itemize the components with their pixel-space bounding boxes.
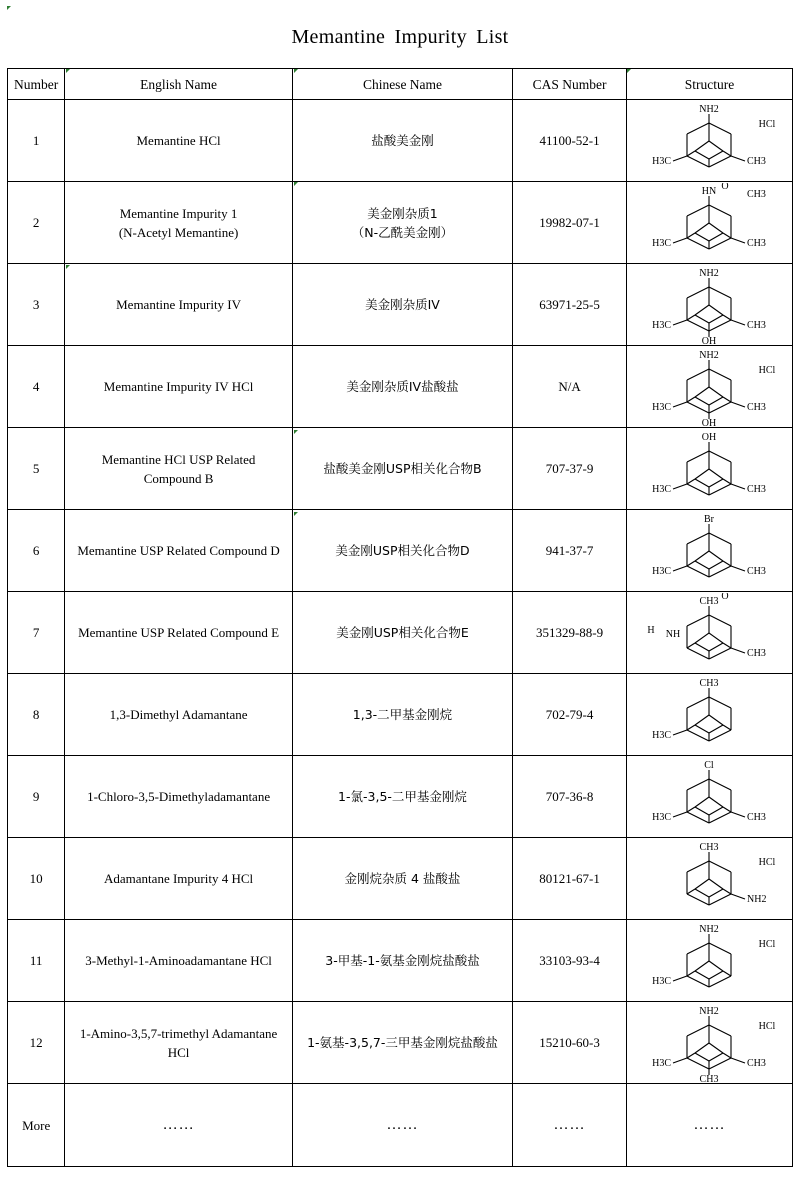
bond-line xyxy=(687,889,695,894)
english-name-cell xyxy=(65,838,292,920)
bond-line xyxy=(709,879,723,889)
bond-line xyxy=(687,315,695,320)
bond-line xyxy=(723,725,731,730)
table-header-row xyxy=(8,69,793,100)
bond-line xyxy=(687,233,695,238)
chinese-name-cell-line: 3-甲基-1-氨基金刚烷盐酸盐 xyxy=(325,953,480,968)
bond-line xyxy=(695,561,709,569)
bond-line xyxy=(673,402,687,407)
table-row xyxy=(8,674,793,756)
bond-line xyxy=(687,205,709,216)
structure-drawing xyxy=(629,675,789,755)
header-structure: Structure xyxy=(626,69,792,100)
english-name-cell-line: Adamantane Impurity 4 HCl xyxy=(104,871,254,886)
english-name-cell xyxy=(65,1002,292,1084)
english-name-cell-line: Memantine Impurity 1 xyxy=(119,205,238,221)
english-name-cell-line: 1,3-Dimethyl Adamantane xyxy=(109,707,248,722)
bond-line xyxy=(731,402,745,407)
english-name-cell xyxy=(65,756,292,838)
bond-line xyxy=(673,1058,687,1063)
bond-line xyxy=(673,566,687,571)
bond-line xyxy=(709,779,731,790)
cas-number-cell: 19982-07-1 xyxy=(513,182,627,264)
bond-line xyxy=(695,879,709,889)
bond-line xyxy=(687,643,695,648)
chinese-name-cell xyxy=(292,182,512,264)
substituent-right-label: CH3 xyxy=(747,483,767,495)
cell-marker xyxy=(7,6,11,10)
structure-cell xyxy=(626,920,792,1002)
structure-drawing xyxy=(629,1003,789,1083)
chinese-name-cell-line: 1-氨基-3,5,7-三甲基金刚烷盐酸盐 xyxy=(307,1035,498,1050)
header-english-name: English Name xyxy=(65,69,292,100)
english-name-cell-line: 1-Chloro-3,5-Dimethyladamantane xyxy=(87,789,271,804)
substituent-left-label: H3C xyxy=(652,811,672,823)
bond-line xyxy=(695,479,709,487)
bond-line xyxy=(695,889,709,897)
substituent-left-label: H3C xyxy=(652,1057,672,1069)
bond-line xyxy=(709,1025,731,1036)
table-row xyxy=(8,920,793,1002)
header-chinese-name: Chinese Name xyxy=(292,69,512,100)
structure-cell xyxy=(626,838,792,920)
english-name-cell-line: HCl xyxy=(167,1044,190,1060)
bond-line xyxy=(695,551,709,561)
bond-line xyxy=(731,812,745,817)
chinese-name-cell-line: （N-乙酰美金刚） xyxy=(351,224,454,240)
substituent-top-label: CH3 xyxy=(700,595,719,607)
english-name-cell xyxy=(65,100,292,182)
bond-line xyxy=(673,238,687,243)
bond-line xyxy=(695,633,709,643)
bond-line xyxy=(731,484,745,489)
bond-line xyxy=(687,779,709,790)
row-number: 5 xyxy=(8,428,65,510)
table-row xyxy=(8,1002,793,1084)
cas-number-cell: 33103-93-4 xyxy=(513,920,627,1002)
oxygen-label: O xyxy=(721,182,730,192)
english-name-cell xyxy=(65,920,292,1002)
bond-line xyxy=(673,484,687,489)
english-name-cell xyxy=(65,264,292,346)
english-name-cell xyxy=(65,1084,292,1167)
bond-line xyxy=(695,1053,709,1061)
chinese-name-cell xyxy=(292,428,512,510)
bond-line xyxy=(731,156,745,161)
chinese-name-cell-line: …… xyxy=(386,1116,419,1133)
bond-line xyxy=(687,123,709,134)
bond-line xyxy=(709,615,731,626)
substituent-bottom-label: OH xyxy=(702,335,717,345)
chinese-name-cell-line: 1-氯-3,5-二甲基金刚烷 xyxy=(338,789,467,804)
bond-line xyxy=(709,533,731,544)
substituent-right-label: CH3 xyxy=(747,401,767,413)
bond-line xyxy=(695,807,709,815)
chinese-name-cell xyxy=(292,510,512,592)
bond-line xyxy=(709,451,731,462)
substituent-top-label: HN xyxy=(702,185,717,197)
bond-line xyxy=(709,141,723,151)
english-name-cell-line: Memantine USP Related Compound D xyxy=(77,543,280,558)
bond-line xyxy=(695,797,709,807)
bond-line xyxy=(723,643,731,648)
chinese-name-cell xyxy=(292,920,512,1002)
bond-line xyxy=(709,369,731,380)
substituent-right-label: CH3 xyxy=(747,237,767,249)
hydrogen-label: H xyxy=(647,624,656,636)
substituent-top-label: CH3 xyxy=(700,677,719,689)
bond-line xyxy=(687,533,709,544)
chinese-name-cell xyxy=(292,592,512,674)
structure-cell xyxy=(626,674,792,756)
english-name-cell-line: 1-Amino-3,5,7-trimethyl Adamantane xyxy=(79,1025,278,1041)
salt-label: HCl xyxy=(759,118,776,130)
chinese-name-cell xyxy=(292,100,512,182)
bond-line xyxy=(695,315,709,323)
substituent-top-label: CH3 xyxy=(700,841,719,853)
bond-line xyxy=(709,943,731,954)
structure-cell xyxy=(626,592,792,674)
row-number: 1 xyxy=(8,100,65,182)
bond-line xyxy=(673,156,687,161)
substituent-top-label: Cl xyxy=(704,759,715,771)
impurity-table xyxy=(7,68,793,1167)
table-row xyxy=(8,264,793,346)
english-name-cell-line: Memantine HCl xyxy=(136,133,221,148)
bond-line xyxy=(723,479,731,484)
chinese-name-cell xyxy=(292,838,512,920)
bond-line xyxy=(723,889,731,894)
structure-cell xyxy=(626,346,792,428)
chinese-name-cell-line: 金刚烷杂质 4 盐酸盐 xyxy=(344,871,461,886)
salt-label: HCl xyxy=(759,938,776,950)
table-body xyxy=(8,100,793,1167)
bond-line xyxy=(731,566,745,571)
bond-line xyxy=(695,715,709,725)
structure-drawing xyxy=(629,593,789,673)
bond-line xyxy=(709,1043,723,1053)
bond-line xyxy=(709,561,723,569)
substituent-right-label: CH3 xyxy=(747,647,767,659)
bond-line xyxy=(695,961,709,971)
bond-line xyxy=(695,971,709,979)
bond-line xyxy=(709,469,723,479)
cas-number-cell: 15210-60-3 xyxy=(513,1002,627,1084)
chinese-name-cell-line: 美金刚杂质IV xyxy=(365,297,440,312)
bond-line xyxy=(687,287,709,298)
structure-cell xyxy=(626,264,792,346)
structure-cell xyxy=(626,182,792,264)
bond-line xyxy=(695,397,709,405)
bond-line xyxy=(723,151,731,156)
bond-line xyxy=(673,976,687,981)
bond-line xyxy=(723,315,731,320)
substituent-left-label: H3C xyxy=(652,237,672,249)
bond-line xyxy=(731,648,745,653)
salt-label: HCl xyxy=(759,1020,776,1032)
substituent-bottom-label: OH xyxy=(702,417,717,427)
substituent-top-label: Br xyxy=(704,513,715,525)
chinese-name-cell-line: 美金刚杂质1 xyxy=(367,205,438,221)
english-name-cell xyxy=(65,592,292,674)
bond-line xyxy=(709,305,723,315)
cell-marker xyxy=(627,69,631,73)
table-row xyxy=(8,756,793,838)
bond-line xyxy=(709,123,731,134)
cas-number-cell: N/A xyxy=(513,346,627,428)
bond-line xyxy=(709,889,723,897)
table-row xyxy=(8,100,793,182)
cas-number-cell: 707-36-8 xyxy=(513,756,627,838)
chinese-name-cell xyxy=(292,674,512,756)
salt-label: HCl xyxy=(759,364,776,376)
chinese-name-cell-line: 美金刚杂质IV盐酸盐 xyxy=(346,379,459,394)
english-name-cell xyxy=(65,510,292,592)
bond-line xyxy=(709,479,723,487)
bond-line xyxy=(687,943,709,954)
bond-line xyxy=(673,812,687,817)
table-row xyxy=(8,1084,793,1167)
structure-cell xyxy=(626,510,792,592)
cas-number-cell: …… xyxy=(513,1084,627,1167)
structure-cell xyxy=(626,1002,792,1084)
cell-marker xyxy=(66,69,70,73)
cas-number-cell: 941-37-7 xyxy=(513,510,627,592)
structure-drawing xyxy=(629,101,789,181)
bond-line xyxy=(709,697,731,708)
bond-line xyxy=(687,479,695,484)
bond-line xyxy=(687,561,695,566)
table-row xyxy=(8,838,793,920)
english-name-cell xyxy=(65,346,292,428)
bond-line xyxy=(731,1058,745,1063)
bond-line xyxy=(709,715,723,725)
substituent-right-label: CH3 xyxy=(747,1057,767,1069)
bond-line xyxy=(687,971,695,976)
bond-line xyxy=(723,233,731,238)
bond-line xyxy=(709,725,723,733)
bond-line xyxy=(731,238,745,243)
substituent-right-label: CH3 xyxy=(747,319,767,331)
bond-line xyxy=(695,141,709,151)
row-number: 12 xyxy=(8,1002,65,1084)
english-name-cell-line: Memantine Impurity IV HCl xyxy=(103,379,254,394)
row-number: 8 xyxy=(8,674,65,756)
bond-line xyxy=(723,561,731,566)
english-name-cell xyxy=(65,182,292,264)
bond-line xyxy=(687,697,709,708)
bond-line xyxy=(687,807,695,812)
bond-line xyxy=(687,451,709,462)
structure-drawing xyxy=(629,347,789,427)
substituent-top-label: NH2 xyxy=(699,349,720,361)
bond-line xyxy=(695,305,709,315)
chinese-name-cell-line: 美金刚USP相关化合物E xyxy=(336,625,469,640)
bond-line xyxy=(709,205,731,216)
table-row xyxy=(8,428,793,510)
row-number: 3 xyxy=(8,264,65,346)
english-name-cell-line: (N-Acetyl Memantine) xyxy=(118,224,239,240)
bond-line xyxy=(695,387,709,397)
row-number: 4 xyxy=(8,346,65,428)
bond-line xyxy=(695,233,709,241)
bond-line xyxy=(695,643,709,651)
bond-line xyxy=(709,315,723,323)
structure-drawing xyxy=(629,921,789,1001)
substituent-left-label: H3C xyxy=(652,975,672,987)
ellipsis-text: …… xyxy=(693,1117,726,1133)
bond-line xyxy=(731,894,745,899)
chinese-name-cell xyxy=(292,1002,512,1084)
substituent-top-label: NH2 xyxy=(699,267,720,279)
bond-line xyxy=(709,971,723,979)
chinese-name-cell-line: 1,3-二甲基金刚烷 xyxy=(352,707,453,722)
substituent-left-label: H3C xyxy=(652,483,672,495)
structure-drawing xyxy=(629,429,789,509)
structure-cell xyxy=(626,428,792,510)
english-name-cell-line: …… xyxy=(162,1116,195,1133)
substituent-left-label: H3C xyxy=(652,729,672,741)
bond-line xyxy=(687,1053,695,1058)
substituent-left-label: H3C xyxy=(652,401,672,413)
substituent-right-label: CH3 xyxy=(747,155,767,167)
bond-line xyxy=(709,223,723,233)
structure-drawing xyxy=(629,839,789,919)
chinese-name-cell-line: 盐酸美金刚 xyxy=(371,133,434,148)
bond-line xyxy=(695,223,709,233)
cas-number-cell: 41100-52-1 xyxy=(513,100,627,182)
structure-cell xyxy=(626,756,792,838)
row-number: 2 xyxy=(8,182,65,264)
bond-line xyxy=(673,730,687,735)
cas-number-cell: 702-79-4 xyxy=(513,674,627,756)
substituent-right-label: CH3 xyxy=(747,565,767,577)
bond-line xyxy=(709,287,731,298)
structure-cell xyxy=(626,100,792,182)
structure-drawing xyxy=(629,757,789,837)
substituent-right-label: NH2 xyxy=(747,893,767,905)
chinese-name-cell xyxy=(292,1084,512,1167)
row-number: 6 xyxy=(8,510,65,592)
cas-number-cell: 351329-88-9 xyxy=(513,592,627,674)
bond-line xyxy=(709,397,723,405)
bond-line xyxy=(695,469,709,479)
english-name-cell-line: Memantine Impurity IV xyxy=(116,297,242,312)
chinese-name-cell-line: 盐酸美金刚USP相关化合物B xyxy=(323,461,482,476)
bond-line xyxy=(709,633,723,643)
substituent-right-label: CH3 xyxy=(747,811,767,823)
row-number: 9 xyxy=(8,756,65,838)
cell-marker xyxy=(294,69,298,73)
oxygen-label: O xyxy=(721,592,730,602)
cell-marker xyxy=(294,512,298,516)
bond-line xyxy=(687,397,695,402)
bond-line xyxy=(709,861,731,872)
row-number: 10 xyxy=(8,838,65,920)
cell-marker xyxy=(294,182,298,186)
chinese-name-cell xyxy=(292,264,512,346)
bond-line xyxy=(709,551,723,561)
substituent-left-label: H3C xyxy=(652,319,672,331)
bond-line xyxy=(695,151,709,159)
bond-line xyxy=(723,807,731,812)
substituent-left-label: H3C xyxy=(652,565,672,577)
salt-label: HCl xyxy=(759,856,776,868)
table-row xyxy=(8,592,793,674)
row-number: 11 xyxy=(8,920,65,1002)
bond-line xyxy=(687,615,709,626)
bond-line xyxy=(687,151,695,156)
substituent-top-label: NH2 xyxy=(699,923,720,935)
table-row xyxy=(8,182,793,264)
structure-drawing xyxy=(629,511,789,591)
cas-number-cell: 63971-25-5 xyxy=(513,264,627,346)
cell-marker xyxy=(66,265,70,269)
cas-number-cell: 80121-67-1 xyxy=(513,838,627,920)
bond-line xyxy=(687,725,695,730)
row-number: More xyxy=(8,1084,65,1167)
substituent-bottom-label: CH3 xyxy=(700,1073,719,1083)
bond-line xyxy=(709,961,723,971)
bond-line xyxy=(709,797,723,807)
table-row xyxy=(8,346,793,428)
bond-line xyxy=(731,320,745,325)
cell-marker xyxy=(294,430,298,434)
bond-line xyxy=(695,725,709,733)
bond-line xyxy=(723,971,731,976)
structure-drawing xyxy=(629,265,789,345)
header-cas-number: CAS Number xyxy=(513,69,627,100)
page-title: Memantine Impurity List xyxy=(291,26,509,48)
substituent-top-label: NH2 xyxy=(699,1005,720,1017)
acyl-methyl-label: CH3 xyxy=(747,188,767,200)
substituent-top-label: OH xyxy=(702,431,717,443)
bond-line xyxy=(723,397,731,402)
bond-line xyxy=(709,387,723,397)
bond-line xyxy=(709,643,723,651)
row-number: 7 xyxy=(8,592,65,674)
structure-cell xyxy=(626,1084,792,1167)
bond-line xyxy=(687,369,709,380)
bond-line xyxy=(723,1053,731,1058)
structure-drawing xyxy=(629,183,789,263)
english-name-cell-line: Memantine USP Related Compound E xyxy=(78,625,280,640)
bond-line xyxy=(709,807,723,815)
chinese-name-cell xyxy=(292,756,512,838)
bond-line xyxy=(687,861,709,872)
table-row xyxy=(8,510,793,592)
bond-line xyxy=(709,1053,723,1061)
cas-number-cell: 707-37-9 xyxy=(513,428,627,510)
english-name-cell xyxy=(65,428,292,510)
english-name-cell-line: Memantine HCl USP Related xyxy=(101,451,256,467)
bond-line xyxy=(709,151,723,159)
amide-nh-label: NH xyxy=(666,628,681,640)
english-name-cell xyxy=(65,674,292,756)
bond-line xyxy=(695,1043,709,1053)
substituent-left-label: H3C xyxy=(652,155,672,167)
chinese-name-cell-line: 美金刚USP相关化合物D xyxy=(335,543,470,558)
substituent-top-label: NH2 xyxy=(699,103,720,115)
english-name-cell-line: 3-Methyl-1-Aminoadamantane HCl xyxy=(85,953,272,968)
header-number: Number xyxy=(8,69,65,100)
bond-line xyxy=(687,1025,709,1036)
chinese-name-cell xyxy=(292,346,512,428)
bond-line xyxy=(709,233,723,241)
bond-line xyxy=(673,320,687,325)
english-name-cell-line: Compound B xyxy=(143,470,214,486)
